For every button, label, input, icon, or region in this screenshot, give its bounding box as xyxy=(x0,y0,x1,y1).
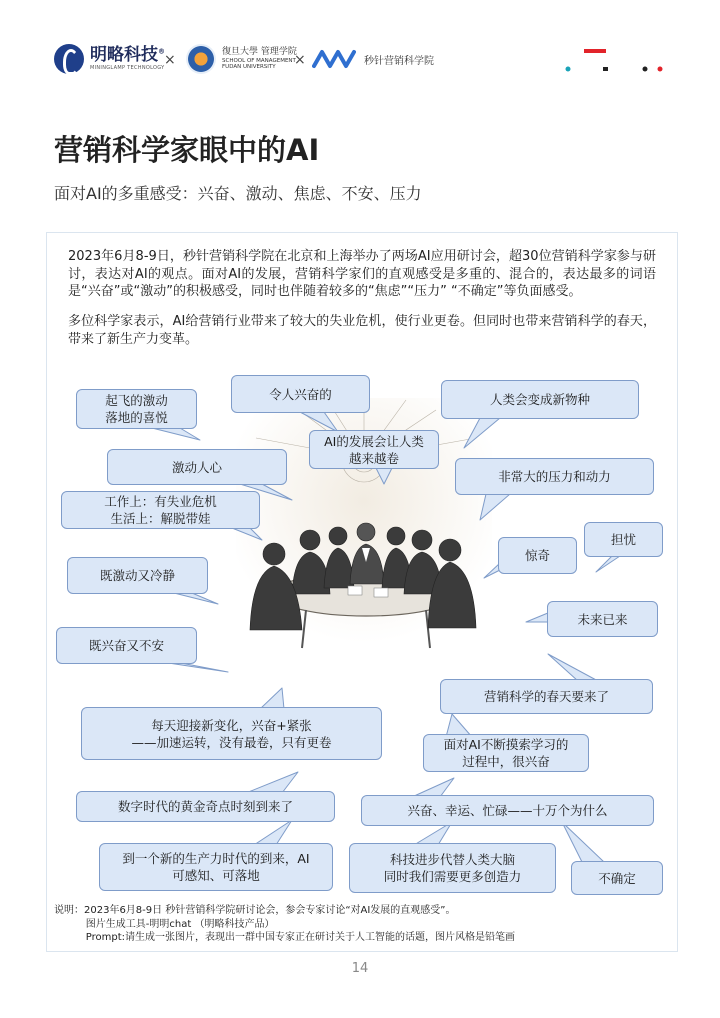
bubble-learning-excited: 面对AI不断摸索学习的 过程中，很兴奋 xyxy=(423,734,589,772)
page-title: 营销科学家眼中的AI xyxy=(54,133,320,167)
caption-line: 图片生成工具-明明chat （明略科技产品） xyxy=(54,918,275,930)
bubble-pressure-motivation: 非常大的压力和动力 xyxy=(455,458,654,495)
miaozhen-name: 秒针营销科学院 xyxy=(364,55,434,67)
bubble-daily-change: 每天迎接新变化，兴奋+紧张 ——加速运转，没有最卷，只有更卷 xyxy=(81,707,382,760)
registered-mark: ® xyxy=(158,47,165,56)
bubble-new-species: 人类会变成新物种 xyxy=(441,380,639,419)
bubble-future-arrived: 未来已来 xyxy=(547,601,658,637)
caption-line: Prompt:请生成一张图片，表现出一群中国专家正在研讨关于人工智能的话题，图片风格是铅笔画 xyxy=(54,932,516,943)
bubble-excited-uneasy: 既兴奋又不安 xyxy=(56,627,197,664)
fudan-name-cn: 復旦大學 管理学院 xyxy=(222,47,297,57)
bubble-tech-creativity: 科技进步代替人类大脑 同时我们需要更多创造力 xyxy=(349,843,556,893)
bubble-work-life: 工作上：有失业危机 生活上：解脱带娃 xyxy=(61,491,260,529)
fudan-name-en2: FUDAN UNIVERSITY xyxy=(222,63,276,70)
times-separator: × xyxy=(164,52,176,68)
page-number: 14 xyxy=(351,961,369,976)
mininglamp-subtitle: MININGLAMP TECHNOLOGY xyxy=(90,65,165,71)
bubble-takeoff-landing: 起飞的激动 落地的喜悦 xyxy=(76,389,197,429)
bubble-productivity-era: 到一个新的生产力时代的到来，AI 可感知、可落地 xyxy=(99,843,333,891)
second-paragraph: 多位科学家表示，AI给营销行业带来了较大的失业危机，使行业更卷。但同时也带来营销科学的春天，带来了新生产力变革。 xyxy=(68,314,656,347)
bubble-spring-coming: 营销科学的春天要来了 xyxy=(440,679,653,714)
caption-line: 说明：2023年6月8-9日 秒针营销科学院研讨论会，参会专家讨论“对AI发展的直观感受”。 xyxy=(54,905,456,916)
bubble-thrilling: 激动人心 xyxy=(107,449,287,485)
bubble-excited-lucky-busy: 兴奋、幸运、忙碌——十万个为什么 xyxy=(361,795,654,826)
bubble-surprise: 惊奇 xyxy=(498,537,577,574)
bubble-exciting: 令人兴奋的 xyxy=(231,375,370,413)
mininglamp-name: 明略科技 xyxy=(90,45,158,65)
intro-paragraph: 2023年6月8-9日，秒针营销科学院在北京和上海举办了两场AI应用研讨会，超30位营销科学家参与研讨，表达对AI的观点。面对AI的发展，营销科学家们的直观感受是多重的、混合的，表达最多的词语是“兴奋”或“激动”的积极感受，同时也伴随着较多的“焦虑”“压力” “不确定”等负面感受。 xyxy=(68,249,656,299)
times-separator: × xyxy=(294,52,306,68)
bubble-excited-calm: 既激动又冷静 xyxy=(67,557,208,594)
bubble-golden-singularity: 数字时代的黄金奇点时刻到来了 xyxy=(76,791,335,822)
bubble-uncertain: 不确定 xyxy=(571,861,663,895)
page-subtitle: 面对AI的多重感受：兴奋、激动、焦虑、不安、压力 xyxy=(54,184,422,203)
figure-caption xyxy=(54,904,515,945)
fudan-name-en1: SCHOOL OF MANAGEMENT xyxy=(222,57,296,64)
bubble-worry: 担忧 xyxy=(584,522,663,557)
bubble-more-competitive: AI的发展会让人类 越来越卷 xyxy=(309,430,439,469)
